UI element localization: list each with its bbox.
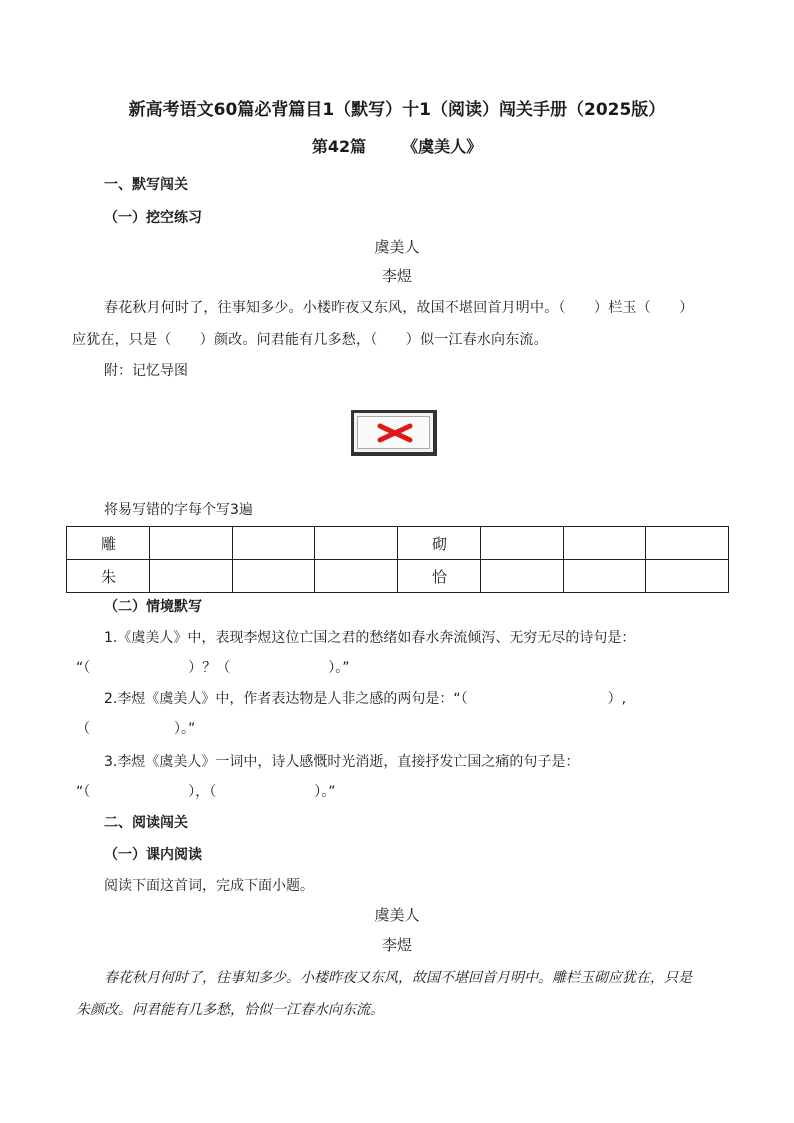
fill-blank-line-2: 应犹在，只是（ ）颜改。问君能有几多愁，（ ）似一江春水向东流。 [72, 332, 548, 348]
section1-heading: 一、默写闯关 [104, 177, 188, 193]
question-2-line-2: （ ）。” [76, 721, 196, 737]
reading-poem-line-1: 春花秋月何时了，往事知多少。小楼昨夜又东风，故国不堪回首月明中。雕栏玉砌应犹在，只是 [104, 970, 692, 986]
table-row [67, 527, 729, 560]
practice-prompt: 将易写错的字每个写3遍 [104, 502, 253, 518]
reading-poem-line-2: 朱颜改。问君能有几多愁，恰似一江春水向东流。 [76, 1002, 384, 1018]
appendix-label: 附：记忆导图 [104, 363, 188, 379]
table-cell[interactable] [480, 560, 563, 593]
table-cell: 朱 [67, 560, 150, 593]
reading-instruction: 阅读下面这首词，完成下面小题。 [104, 878, 314, 894]
question-3-line-1: 3.李煜《虞美人》一词中，诗人感慨时光消逝，直接抒发亡国之痛的句子是： [104, 754, 580, 770]
table-cell[interactable] [646, 560, 729, 593]
reading-poem-author: 李煜 [381, 936, 412, 954]
reading-poem-title: 虞美人 [374, 906, 420, 924]
practice-table [66, 526, 729, 593]
table-cell[interactable] [149, 560, 232, 593]
table-cell[interactable] [232, 527, 315, 560]
table-cell[interactable] [149, 527, 232, 560]
chapter-name: 《虞美人》 [402, 137, 483, 156]
section1-sub2-heading: （二）情境默写 [104, 599, 202, 615]
chapter-number: 第42篇 [311, 137, 367, 156]
question-1-line-1: 1.《虞美人》中，表现李煜这位亡国之君的愁绪如春水奔流倾泻、无穷无尽的诗句是： [104, 630, 636, 646]
table-row [67, 560, 729, 593]
table-cell[interactable] [646, 527, 729, 560]
document-title: 新高考语文60篇必背篇目1（默写）十1（阅读）闯关手册（2025版） [128, 100, 666, 120]
question-3-line-2: “（ ），（ ）。” [76, 784, 336, 800]
table-cell[interactable] [315, 560, 398, 593]
table-cell: 恰 [398, 560, 481, 593]
table-cell[interactable] [480, 527, 563, 560]
section2-heading: 二、阅读闯关 [104, 815, 188, 831]
fill-blank-line-1: 春花秋月何时了，往事知多少。小楼昨夜又东风，故国不堪回首月明中。（ ）栏玉（ ） [104, 300, 694, 316]
poem-title: 虞美人 [374, 238, 420, 256]
broken-image-icon [351, 410, 437, 456]
table-cell[interactable] [232, 560, 315, 593]
chapter-heading [0, 134, 794, 157]
table-cell: 砌 [398, 527, 481, 560]
table-cell[interactable] [563, 560, 646, 593]
question-2-line-1: 2.李煜《虞美人》中，作者表达物是人非之感的两句是：“（ ）, [104, 691, 627, 707]
table-cell: 雕 [67, 527, 150, 560]
section2-sub1-heading: （一）课内阅读 [104, 847, 202, 863]
table-cell[interactable] [563, 527, 646, 560]
question-1-line-2: “（ ）？（ ）。” [76, 660, 350, 676]
section1-sub1-heading: （一）挖空练习 [104, 210, 202, 226]
poem-author: 李煜 [381, 267, 412, 285]
table-cell[interactable] [315, 527, 398, 560]
